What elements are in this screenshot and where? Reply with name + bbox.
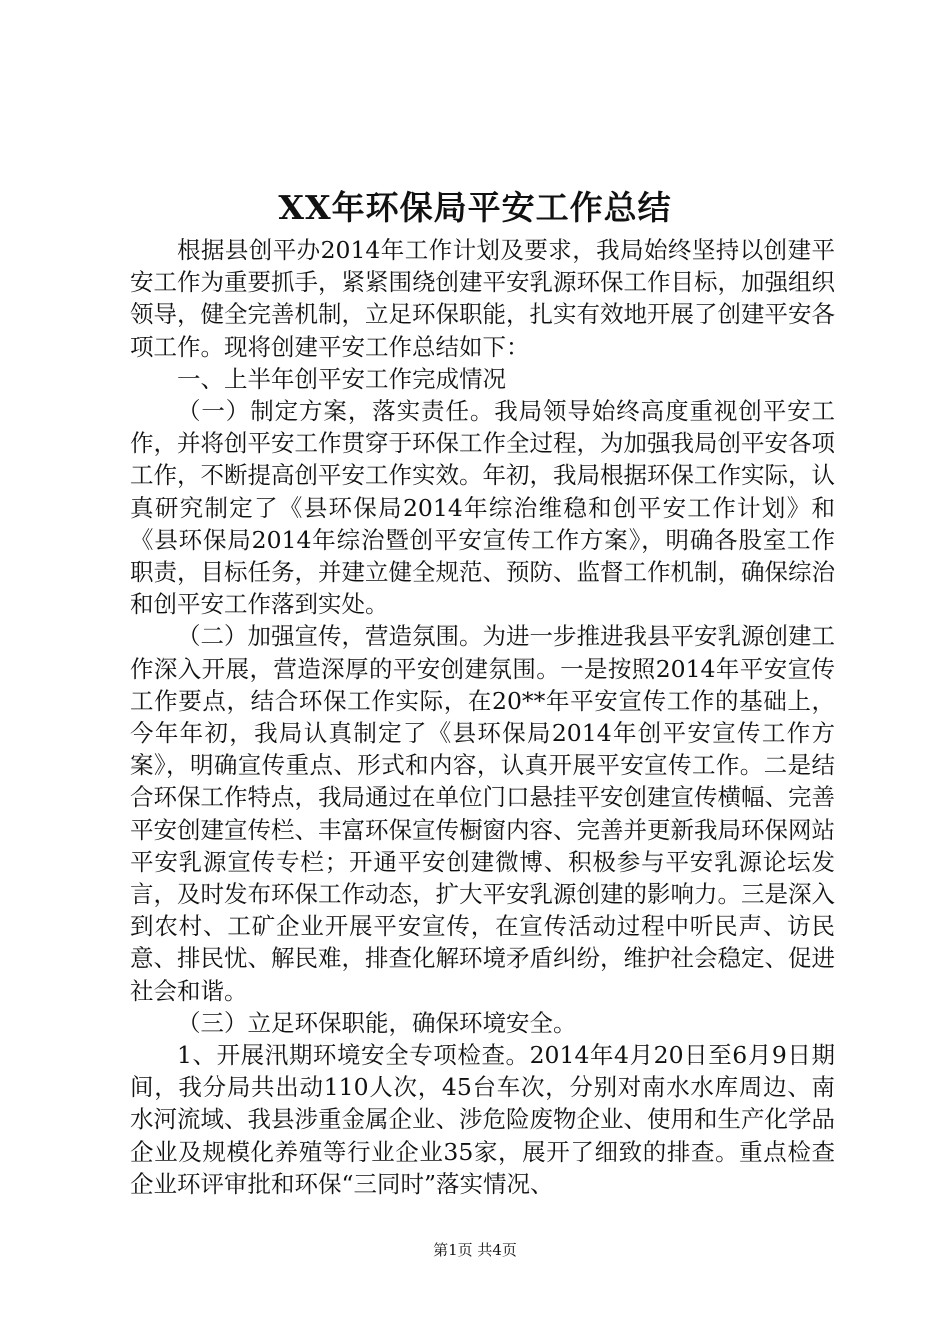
paragraph-plan: （一）制定方案，落实责任。我局领导始终高度重视创平安工作，并将创平安工作贯穿于环保工作全过程，为加强我局创平安各项工作，不断提高创平安工作实效。年初，我局根据环保工作实际，认真研究制定了《县环保局2014年综治维稳和创平安工作计划》和《县环保局2014年综治暨创平安宣传工作方案》，明确各股室工作职责，目标任务，并建立健全规范、预防、监督工作机制，确保综治和创平安工作落到实处。: [130, 397, 835, 619]
subsection-heading-3: （三）立足环保职能，确保环境安全。: [177, 1008, 577, 1037]
paragraph-intro: 根据县创平办2014年工作计划及要求，我局始终坚持以创建平安工作为重要抓手，紧紧围绕创建平安乳源环保工作目标，加强组织领导，健全完善机制，立足环保职能，扎实有效地开展了创建平安各项工作。现将创建平安工作总结如下：: [130, 236, 835, 361]
document-body: [130, 234, 835, 1200]
section-heading-1: 一、上半年创平安工作完成情况: [177, 364, 506, 393]
page-footer: 第1页 共4页: [433, 1241, 517, 1259]
paragraph-inspection: 1、开展汛期环境安全专项检查。2014年4月20日至6月9日期间，我分局共出动110人次，45台车次，分别对南水水库周边、南水河流域、我县涉重金属企业、涉危险废物企业、使用和生产化学品企业及规模化养殖等行业企业35家，展开了细致的排查。重点检查企业环评审批和环保“三同时”落实情况、: [130, 1041, 835, 1198]
document-title: XX年环保局平安工作总结: [278, 188, 672, 227]
paragraph-publicity: （二）加强宣传，营造氛围。为进一步推进我县平安乳源创建工作深入开展，营造深厚的平安创建氛围。一是按照2014年平安宣传工作要点，结合环保工作实际，在20**年平安宣传工作的基础上，今年年初，我局认真制定了《县环保局2014年创平安宣传工作方案》，明确宣传重点、形式和内容，认真开展平安宣传工作。二是结合环保工作特点，我局通过在单位门口悬挂平安创建宣传横幅、完善平安创建宣传栏、丰富环保宣传橱窗内容、完善并更新我局环保网站平安乳源宣传专栏；开通平安创建微博、积极参与平安乳源论坛发言，及时发布环保工作动态，扩大平安乳源创建的影响力。三是深入到农村、工矿企业开展平安宣传，在宣传活动过程中听民声、访民意、排民忧、解民难，排查化解环境矛盾纠纷，维护社会稳定、促进社会和谐。: [130, 622, 835, 1005]
